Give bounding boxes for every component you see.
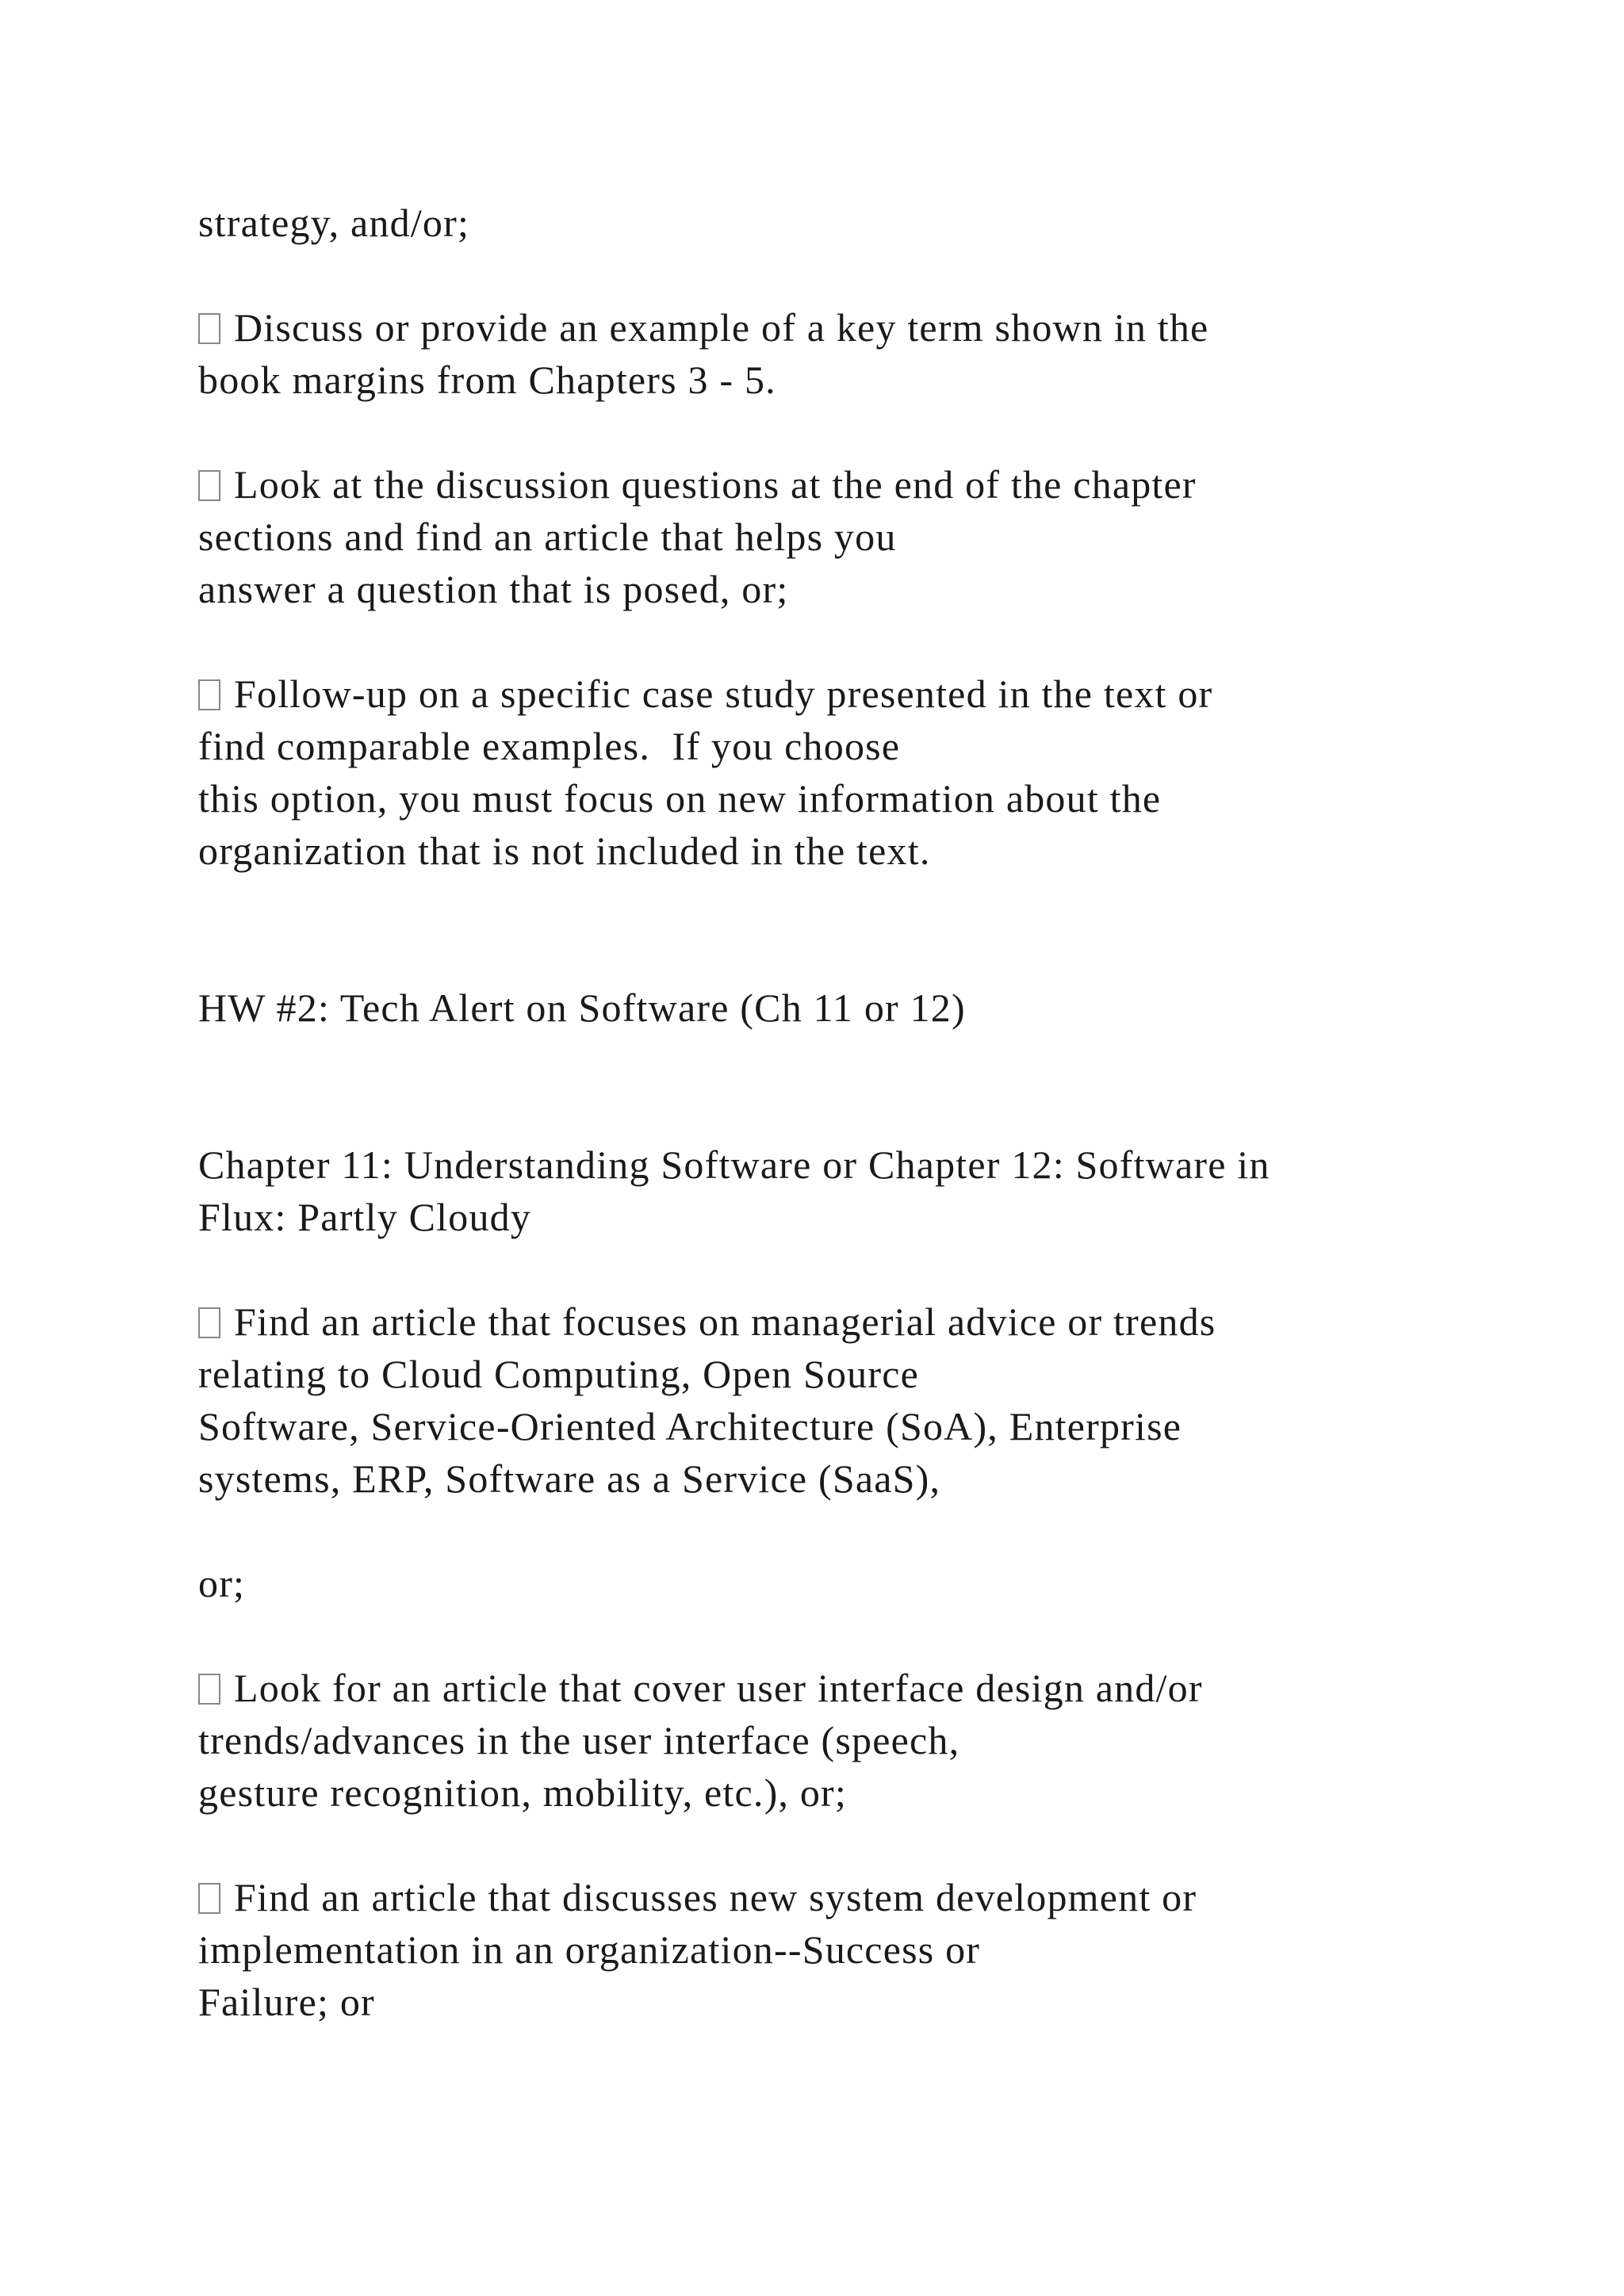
bullet-item (198, 1295, 1216, 1348)
text-line: organization that is not included in the text. (198, 828, 931, 873)
bullet-item (198, 1662, 1203, 1714)
text-line: systems, ERP, Software as a Service (SaaS), (198, 1456, 941, 1501)
text-line: find comparable examples. If you choose (198, 724, 901, 768)
bullet-item (198, 668, 1212, 720)
bullet-icon (198, 1883, 220, 1914)
text-line: sections and find an article that helps you (198, 515, 897, 559)
chapter-heading: Chapter 11: Understanding Software or Chapter 12: Software in (198, 1142, 1270, 1187)
text-line: strategy, and/or; (198, 201, 470, 245)
bullet-text: Find an article that focuses on managerial advice or trends (234, 1299, 1216, 1344)
bullet-text: Follow-up on a specific case study presented in the text or (234, 672, 1213, 716)
section-heading: HW #2: Tech Alert on Software (Ch 11 or 12) (198, 985, 966, 1030)
bullet-item (198, 301, 1208, 354)
bullet-icon (198, 679, 220, 710)
bullet-item (198, 1871, 1197, 1923)
bullet-icon (198, 470, 220, 501)
bullet-item (198, 458, 1197, 511)
bullet-text: Look at the discussion questions at the end of the chapter (234, 462, 1197, 507)
text-line: gesture recognition, mobility, etc.), or; (198, 1770, 847, 1815)
text-line: this option, you must focus on new information about the (198, 776, 1162, 821)
text-line: Software, Service-Oriented Architecture (SoA), Enterprise (198, 1404, 1182, 1448)
bullet-icon (198, 1674, 220, 1705)
chapter-heading: Flux: Partly Cloudy (198, 1195, 532, 1239)
bullet-icon (198, 1307, 220, 1338)
bullet-text: Discuss or provide an example of a key term shown in the (234, 305, 1209, 350)
bullet-text: Look for an article that cover user interface design and/or (234, 1666, 1203, 1710)
text-line: book margins from Chapters 3 - 5. (198, 358, 776, 402)
bullet-icon (198, 313, 220, 344)
text-line: trends/advances in the user interface (speech, (198, 1718, 960, 1762)
text-line: answer a question that is posed, or; (198, 567, 789, 611)
text-line: Failure; or (198, 1980, 375, 2024)
text-line: relating to Cloud Computing, Open Source (198, 1352, 920, 1396)
bullet-text: Find an article that discusses new system development or (234, 1875, 1197, 1919)
text-line: implementation in an organization--Success or (198, 1927, 981, 1972)
text-line: or; (198, 1561, 246, 1605)
